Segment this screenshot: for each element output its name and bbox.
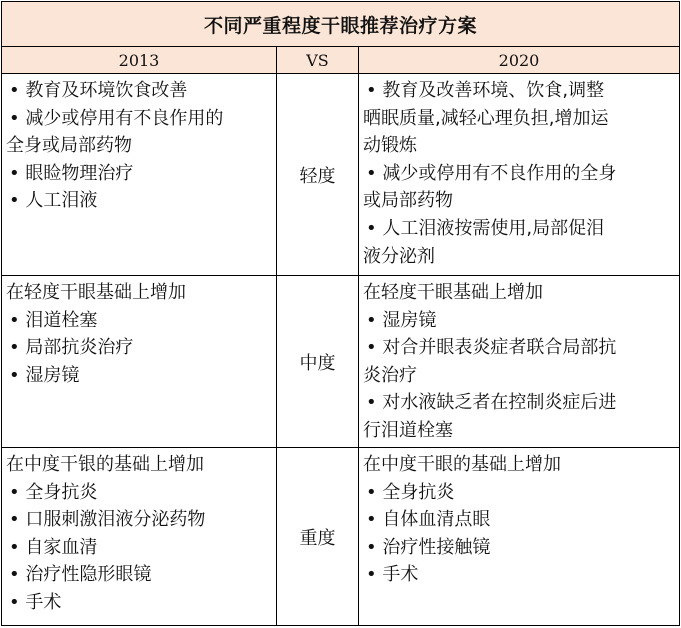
bullet-item: • 眼睑物理治疗 xyxy=(6,160,272,188)
bullet-item: • 治疗性接触镜 xyxy=(363,534,675,562)
item-text: 动锻炼 xyxy=(363,135,417,157)
bullet-item: • 人工泪液按需使用,局部促泪 xyxy=(363,215,675,243)
bullet-item: • 教育及环境饮食改善 xyxy=(6,77,272,105)
bullet-item: • 口服刺激泪液分泌药物 xyxy=(6,506,272,534)
bullet-item: • 泪道栓塞 xyxy=(6,307,272,335)
bullet-item: • 减少或停用有不良作用的全身 xyxy=(363,160,675,188)
header-year-2013: 2013 xyxy=(1,46,277,74)
header-vs: VS xyxy=(276,46,359,74)
item-text: 在中度干眼的基础上增加 xyxy=(363,454,561,475)
bullet-item: • 自家血清 xyxy=(6,534,272,562)
mild-2013-recommendations xyxy=(1,73,277,276)
moderate-2013-recommendations xyxy=(1,275,277,448)
severe-2013-recommendations xyxy=(1,447,277,626)
severe-2020-recommendations xyxy=(358,447,680,626)
bullet-item: • 局部抗炎治疗 xyxy=(6,334,272,362)
bullet-item: • 全身抗炎 xyxy=(363,479,675,507)
bullet-item: • 湿房镜 xyxy=(6,362,272,390)
item-text: 在轻度干眼基础上增加 xyxy=(363,282,543,303)
item-text: 全身或局部药物 xyxy=(6,135,132,157)
mild-2020-recommendations xyxy=(358,73,680,276)
bullet-item: • 手术 xyxy=(6,589,272,617)
header-year-2020: 2020 xyxy=(358,46,680,74)
severity-moderate-label: 中度 xyxy=(276,275,359,448)
bullet-item: • 教育及改善环境、饮食,调整 xyxy=(363,77,675,105)
item-text: 在轻度干眼基础上增加 xyxy=(6,282,186,303)
item-text: 炎治疗 xyxy=(363,364,417,386)
bullet-item: • 减少或停用有不良作用的 xyxy=(6,105,272,133)
severity-severe-label: 重度 xyxy=(276,447,359,626)
bullet-item: • 治疗性隐形眼镜 xyxy=(6,561,272,589)
treatment-comparison-table xyxy=(1,1,680,626)
bullet-item: • 对合并眼表炎症者联合局部抗 xyxy=(363,334,675,362)
bullet-item: • 对水液缺乏者在控制炎症后进 xyxy=(363,389,675,417)
item-text: 行泪道栓塞 xyxy=(363,419,453,441)
moderate-2020-recommendations xyxy=(358,275,680,448)
bullet-item: • 手术 xyxy=(363,561,675,589)
item-text: 晒眠质量,减轻心理负担,增加运 xyxy=(363,107,609,129)
bullet-item: • 全身抗炎 xyxy=(6,479,272,507)
item-text: 在中度干银的基础上增加 xyxy=(6,454,204,475)
item-text: 或局部药物 xyxy=(363,190,453,212)
item-text: 液分泌剂 xyxy=(363,245,435,267)
bullet-item: • 人工泪液 xyxy=(6,187,272,215)
bullet-item: • 自体血清点眼 xyxy=(363,506,675,534)
bullet-item: • 湿房镜 xyxy=(363,307,675,335)
severity-mild-label: 轻度 xyxy=(276,73,359,276)
table-title: 不同严重程度干眼推荐治疗方案 xyxy=(1,1,680,47)
